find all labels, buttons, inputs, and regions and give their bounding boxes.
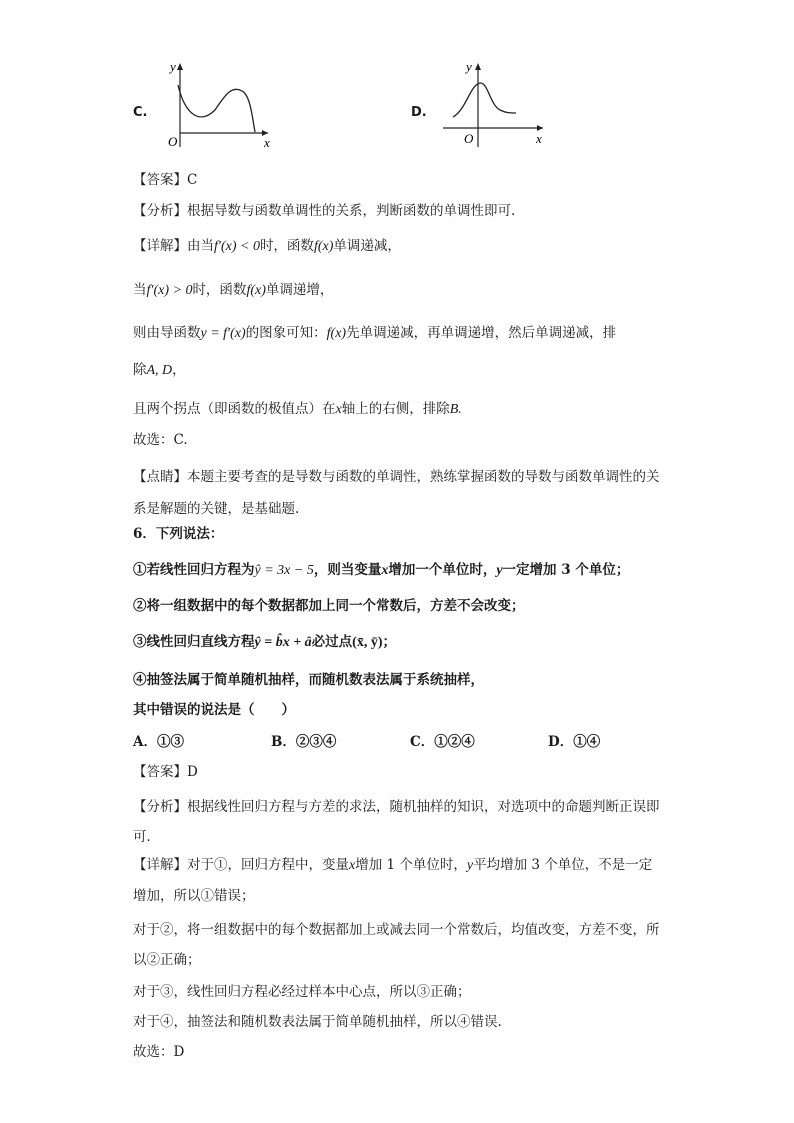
text: 单调递增， (265, 282, 334, 298)
math: f(x) (246, 283, 266, 298)
text: 的图象可知： (245, 325, 327, 341)
x-axis-label: x (264, 135, 270, 150)
statement-1 (133, 560, 629, 581)
choice-d[interactable]: D．①④ (548, 734, 601, 750)
math: y (496, 563, 503, 578)
origin-label: O (168, 134, 178, 149)
detail-tag: 【详解】 (133, 238, 187, 254)
text: 时，函数 (259, 238, 314, 254)
option-d-plot (438, 55, 548, 150)
text: 单调递减， (333, 238, 401, 254)
text: 时，函数 (192, 282, 247, 298)
text: 一定增加 3 个单位； (502, 562, 630, 578)
analysis-tag: 【分析】 (133, 799, 187, 815)
text: ； (382, 634, 396, 650)
text: 必过点 (311, 634, 353, 650)
detail-5-line-4 (133, 360, 186, 381)
detail-tag: 【详解】 (133, 857, 187, 873)
answer-tag: 【答案】 (133, 172, 187, 188)
text: 对于①，回归方程中，变量 (187, 857, 349, 873)
statement-3 (133, 632, 396, 653)
text: ， (172, 362, 186, 378)
option-c-plot (160, 55, 270, 150)
statement-4: ④抽签法属于简单随机抽样，而随机数表法属于系统抽样， (133, 672, 484, 688)
text: 由当 (187, 238, 214, 254)
answer-5 (133, 170, 197, 190)
detail-5-line-6: 故选：C. (133, 432, 188, 448)
detail-6-para-5: 故选：D (133, 1044, 185, 1060)
option-c-letter: C. (133, 105, 148, 120)
detail-5-line-2 (133, 280, 333, 301)
math: x (349, 858, 356, 873)
detail-6-para-1 (133, 850, 663, 911)
analysis-5 (133, 201, 515, 221)
analysis-text: 根据导数与函数单调性的关系，判断函数的单调性即可. (187, 203, 516, 219)
math: x (381, 563, 389, 578)
answer-value: D (187, 764, 198, 780)
text: ③线性回归直线方程 (133, 634, 255, 650)
detail-5-line-5 (133, 399, 462, 420)
question-6-prompt: 其中错误的说法是（ ） (133, 702, 295, 718)
analysis-6 (133, 792, 663, 852)
detail-5-line-1 (133, 236, 401, 257)
detail-6-para-2: 对于②，将一组数据中的每个数据都加上或减去同一个常数后，均值改变，方差不变，所以②正确； (133, 922, 660, 968)
statement-2: ②将一组数据中的每个数据都加上同一个常数后，方差不会改变； (133, 598, 525, 614)
origin-label: O (464, 131, 474, 146)
comment-text: 本题主要考查的是导数与函数的单调性，熟练掌握函数的导数与函数单调性的关系是解题的关键，是基础题. (133, 469, 660, 517)
answer-graphs (130, 55, 690, 155)
math: ŷ = 3x − 5 (254, 563, 314, 578)
math: y (466, 858, 474, 873)
text: 则由导函数 (133, 325, 201, 341)
math: ŷ = b̂x + â (254, 635, 312, 650)
math: B. (449, 402, 462, 417)
math: x (335, 402, 342, 417)
question-6-stem: 6．下列说法： (133, 526, 224, 542)
text: 平均增加 3 个单位，不是一定增加，所以①错误； (133, 857, 653, 904)
math: y = f′(x) (200, 326, 246, 341)
curve (178, 85, 255, 132)
answer-tag: 【答案】 (133, 764, 187, 780)
detail-6-para-3: 对于③，线性回归方程必经过样本中心点，所以③正确； (133, 984, 471, 1000)
y-axis-label: y (170, 59, 176, 74)
math: f′(x) > 0 (146, 283, 193, 298)
detail-6-para-4: 对于④，抽签法和随机数表法属于简单随机抽样，所以④错误. (133, 1014, 502, 1030)
text: ，则当变量 (313, 562, 382, 578)
math: A, D (146, 363, 173, 378)
text: 增加一个单位时， (388, 562, 497, 578)
comment-5 (133, 461, 663, 525)
text: ①若线性回归方程为 (133, 562, 255, 578)
option-d-letter: D. (411, 105, 427, 120)
comment-tag: 【点睛】 (133, 469, 187, 485)
detail-5-line-3 (133, 323, 616, 344)
choice-b[interactable]: B．②③④ (271, 734, 337, 750)
curve (453, 83, 516, 117)
math: f′(x) < 0 (214, 239, 260, 254)
text: 除 (133, 362, 147, 378)
math: f(x) (326, 326, 347, 341)
analysis-text: 根据线性回归方程与方差的求法，随机抽样的知识，对选项中的命题判断正误即可． (133, 799, 660, 845)
math: f(x) (313, 239, 334, 254)
answer-value: C (187, 172, 198, 188)
choice-a[interactable]: A．①③ (133, 734, 184, 750)
x-axis-label: x (536, 131, 542, 146)
y-axis-arrow (177, 63, 183, 70)
analysis-tag: 【分析】 (133, 203, 187, 219)
text: 且两个拐点（即函数的极值点）在 (133, 401, 336, 417)
y-axis-label: y (466, 59, 472, 74)
text: 先单调递减，再单调递增，然后单调递减，排 (346, 325, 617, 341)
y-axis-arrow (475, 63, 481, 70)
text: 轴上的右侧，排除 (341, 401, 450, 417)
answer-6 (133, 762, 198, 782)
text: 增加 1 个单位时， (355, 857, 467, 873)
math: (x̄, ȳ) (352, 635, 383, 650)
text: 当 (133, 282, 147, 298)
choice-c[interactable]: C．①②④ (410, 734, 475, 750)
